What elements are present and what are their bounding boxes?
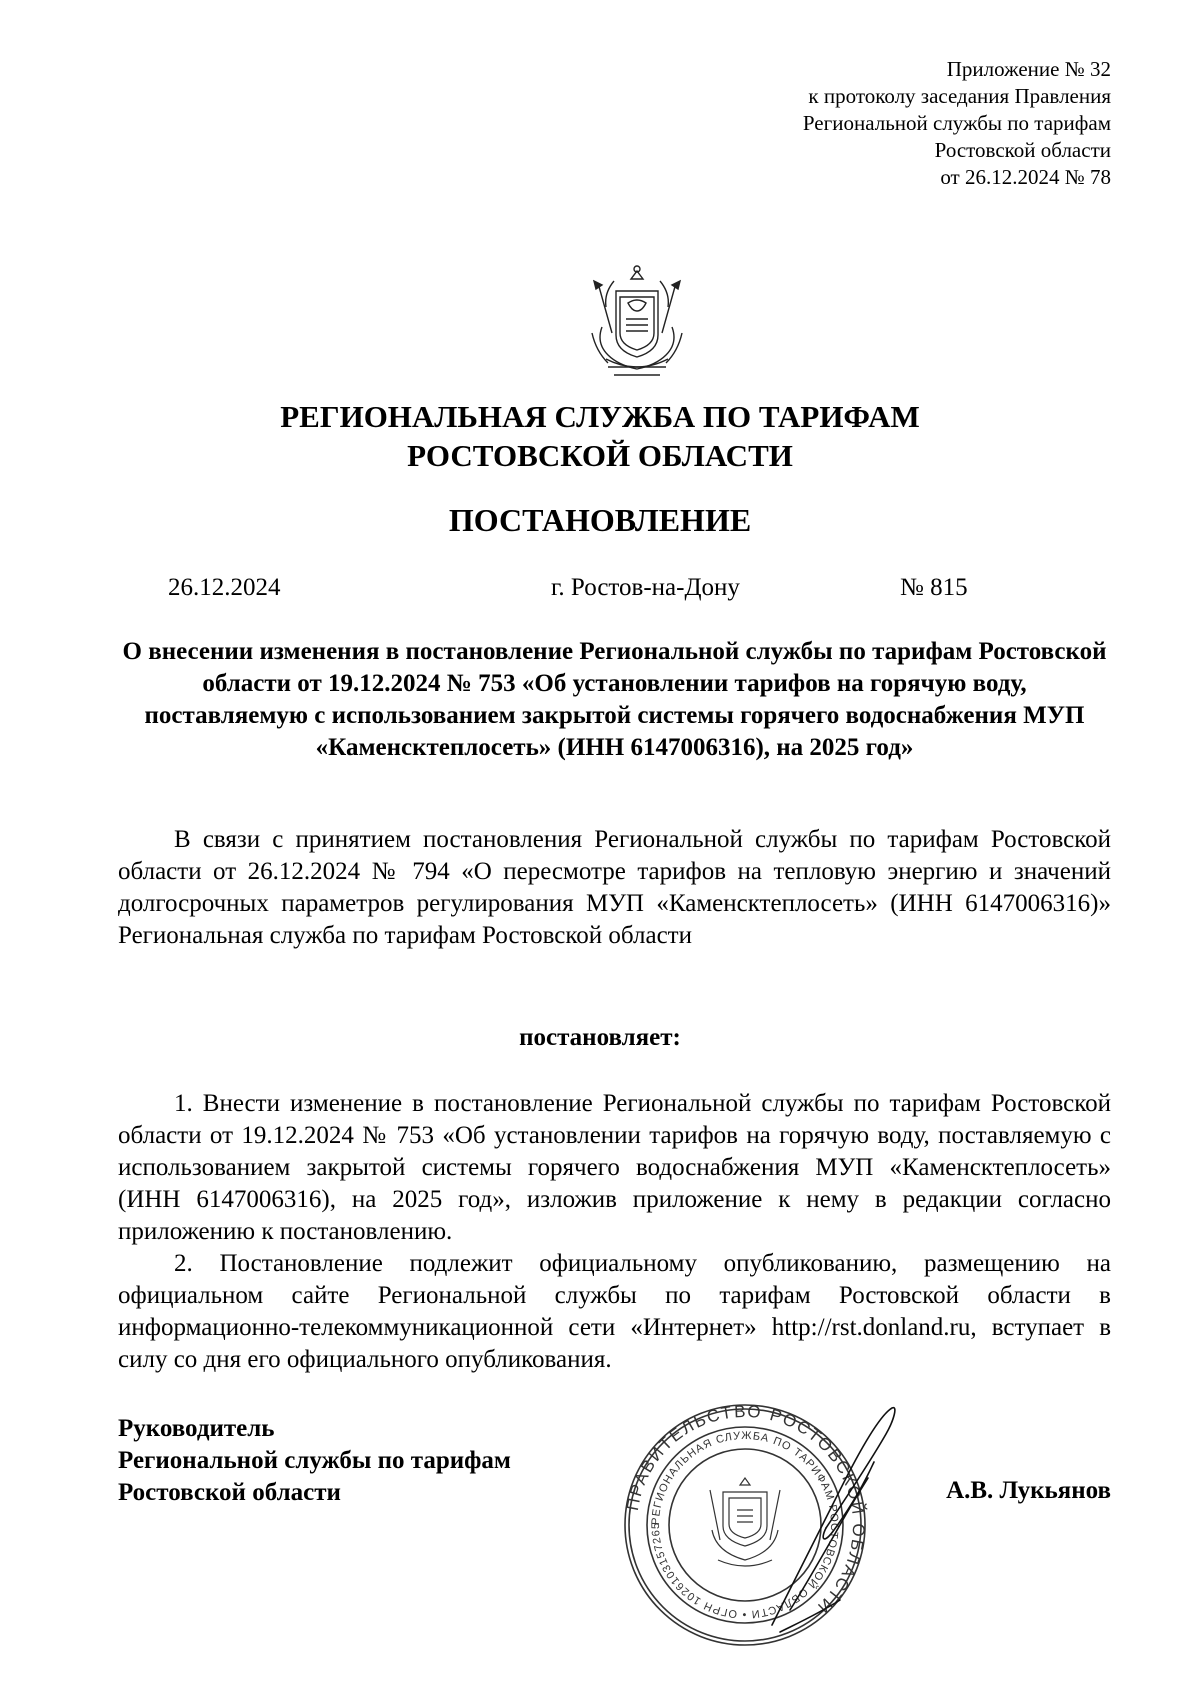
resolves-heading: постановляет: bbox=[519, 1024, 681, 1051]
document-type: ПОСТАНОВЛЕНИЕ bbox=[448, 502, 752, 538]
appendix-note bbox=[803, 56, 1111, 191]
appendix-line-1: Приложение № 32 bbox=[946, 57, 1111, 81]
clause-2: 2. Постановление подлежит официальному опубликованию, размещению на официальном сайте Региональной службы по тарифам Ростовской области в информационно-телекоммуникационной сети «Интернет» http://rst.donland.ru, вступает в силу со дня его официального опубликования. bbox=[118, 1250, 1111, 1373]
appendix-line-2: к протоколу заседания Правления bbox=[808, 84, 1111, 108]
appendix-line-5: от 26.12.2024 № 78 bbox=[940, 165, 1111, 189]
svg-text:ПРАВИТЕЛЬСТВО РОСТОВСКОЙ ОБЛАС: ПРАВИТЕЛЬСТВО РОСТОВСКОЙ ОБЛАСТИ bbox=[622, 1401, 869, 1618]
document-number: № 815 bbox=[900, 574, 968, 601]
signer-line-3: Ростовской области bbox=[118, 1479, 341, 1506]
signer-line-1: Руководитель bbox=[118, 1415, 275, 1442]
organization-name bbox=[0, 397, 1200, 475]
signer-name: А.В. Лукьянов bbox=[946, 1477, 1111, 1504]
signer-position bbox=[118, 1413, 511, 1509]
document-title: О внесении изменения в постановление Региональной службы по тарифам Ростовской области от 19.12.2024 № 753 «Об установлении тарифов на горячую воду, поставляемую с использованием закрытой системы горячего водоснабжения МУП «Каменсктеплосеть» (ИНН 6147006316), на 2025 год» bbox=[122, 638, 1107, 761]
organization-line-1: РЕГИОНАЛЬНАЯ СЛУЖБА ПО ТАРИФАМ bbox=[280, 399, 920, 434]
intro-paragraph: В связи с принятием постановления Региональной службы по тарифам Ростовской области от 26.12.2024 № 794 «О пересмотре тарифов на тепловую энергию и значений долгосрочных параметров регулирования МУП «Каменсктеплосеть» (ИНН 6147006316)» Региональная служба по тарифам Ростовской области bbox=[118, 826, 1111, 949]
document-city: г. Ростов-на-Дону bbox=[551, 574, 740, 601]
signer-line-2: Региональной службы по тарифам bbox=[118, 1447, 511, 1474]
handwritten-signature-icon bbox=[760, 1400, 900, 1640]
appendix-line-3: Региональной службы по тарифам bbox=[802, 111, 1111, 135]
organization-line-2: РОСТОВСКОЙ ОБЛАСТИ bbox=[407, 438, 793, 473]
appendix-line-4: Ростовской области bbox=[934, 138, 1111, 162]
coat-of-arms-icon bbox=[584, 263, 690, 383]
document-date: 26.12.2024 bbox=[168, 574, 281, 601]
svg-text:РЕГИОНАЛЬНАЯ СЛУЖБА ПО ТАРИФАМ: РЕГИОНАЛЬНАЯ СЛУЖБА ПО ТАРИФАМ РОСТОВСКОЙ ОБЛАСТИ • ОГРН 1026103157265 bbox=[649, 1429, 841, 1621]
clause-1: 1. Внести изменение в постановление Региональной службы по тарифам Ростовской области от 19.12.2024 № 753 «Об установлении тарифов на горячую воду, поставляемую с использованием закрытой системы горячего водоснабжения МУП «Каменсктеплосеть» (ИНН 6147006316), на 2025 год», изложив приложение к нему в редакции согласно приложению к постановлению. bbox=[118, 1090, 1111, 1245]
